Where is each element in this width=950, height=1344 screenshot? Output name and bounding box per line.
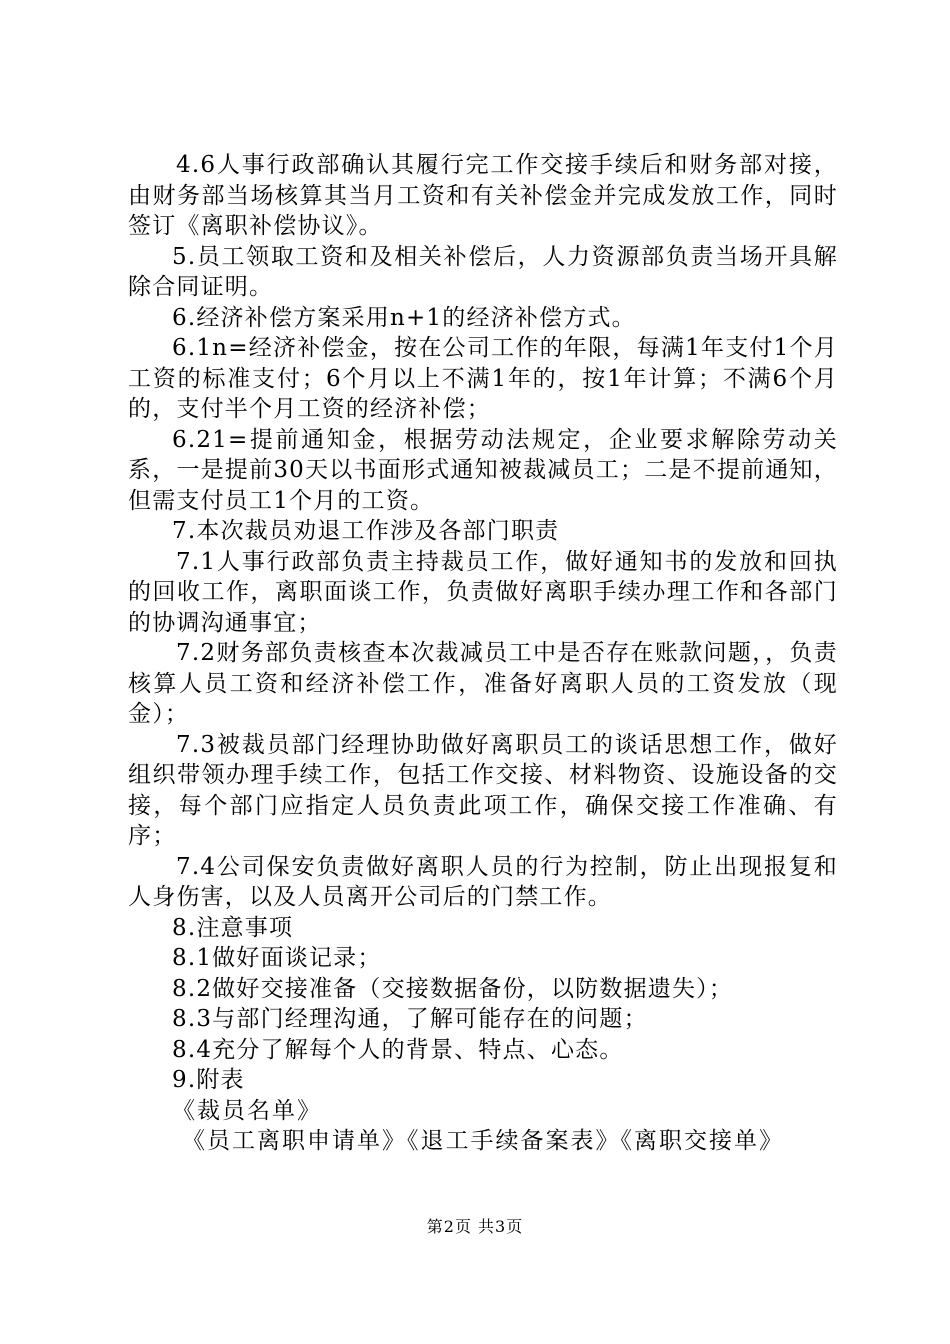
paragraph-7: 7.本次裁员劝退工作涉及各部门职责 — [172, 518, 560, 544]
paragraph-7-3: 7.3被裁员部门经理协助做好离职员工的谈话思想工作，做好组织带领办理手续工作，包括工作交接、材料物资、设施设备的交接，每个部门应指定人员负责此项工作，确保交接工作准确、有序； — [128, 731, 838, 849]
annex-forms: 《员工离职申请单》《退工手续备案表》《离职交接单》 — [182, 1128, 784, 1154]
annex-heading: 9.附表 — [172, 1067, 245, 1093]
paragraph-6-1: 6.1n=经济补偿金，按在公司工作的年限，每满1年支付1个月工资的标准支付；6个月以上不满1年的，按1年计算；不满6个月的，支付半个月工资的经济补偿； — [128, 335, 838, 422]
paragraph-7-1: 7.1人事行政部负责主持裁员工作，做好通知书的发放和回执的回收工作，离职面谈工作，负责做好离职手续办理工作和各部门的协调沟通事宜； — [128, 548, 838, 636]
paragraph-7-2: 7.2财务部负责核查本次裁减员工中是否存在账款问题，，负责核算人员工资和经济补偿工作，准备好离职人员的工资发放（现金）； — [128, 640, 838, 727]
note-8-3: 8.3与部门经理沟通，了解可能存在的问题； — [172, 1006, 648, 1032]
notes-heading: 8.注意事项 — [172, 914, 294, 941]
note-8-2: 8.2做好交接准备（交接数据备份，以防数据遗失）； — [172, 975, 734, 1002]
paragraph-5: 5.员工领取工资和及相关补偿后，人力资源部负责当场开具解除合同证明。 — [128, 243, 838, 300]
paragraph-7-4: 7.4公司保安负责做好离职人员的行为控制，防止出现报复和人身伤害，以及人员离开公司后的门禁工作。 — [128, 853, 838, 910]
annex-layoff-list: 《裁员名单》 — [172, 1097, 322, 1124]
paragraph-6: 6.经济补偿方案采用n+1的经济补偿方式。 — [172, 304, 636, 331]
page-footer: 第2页 共3页 — [426, 1217, 524, 1236]
note-8-4: 8.4充分了解每个人的背景、特点、心态。 — [172, 1036, 624, 1063]
paragraph-4-6: 4.6人事行政部确认其履行完工作交接手续后和财务部对接，由财务部当场核算其当月工资和有关补偿金并完成发放工作，同时签订《离职补偿协议》。 — [128, 152, 838, 239]
document-body — [128, 150, 838, 1157]
paragraph-6-2: 6.21=提前通知金，根据劳动法规定，企业要求解除劳动关系，一是提前30天以书面形式通知被裁减员工；二是不提前通知，但需支付员工1个月的工资。 — [128, 426, 838, 514]
note-8-1: 8.1做好面谈记录； — [172, 945, 382, 971]
